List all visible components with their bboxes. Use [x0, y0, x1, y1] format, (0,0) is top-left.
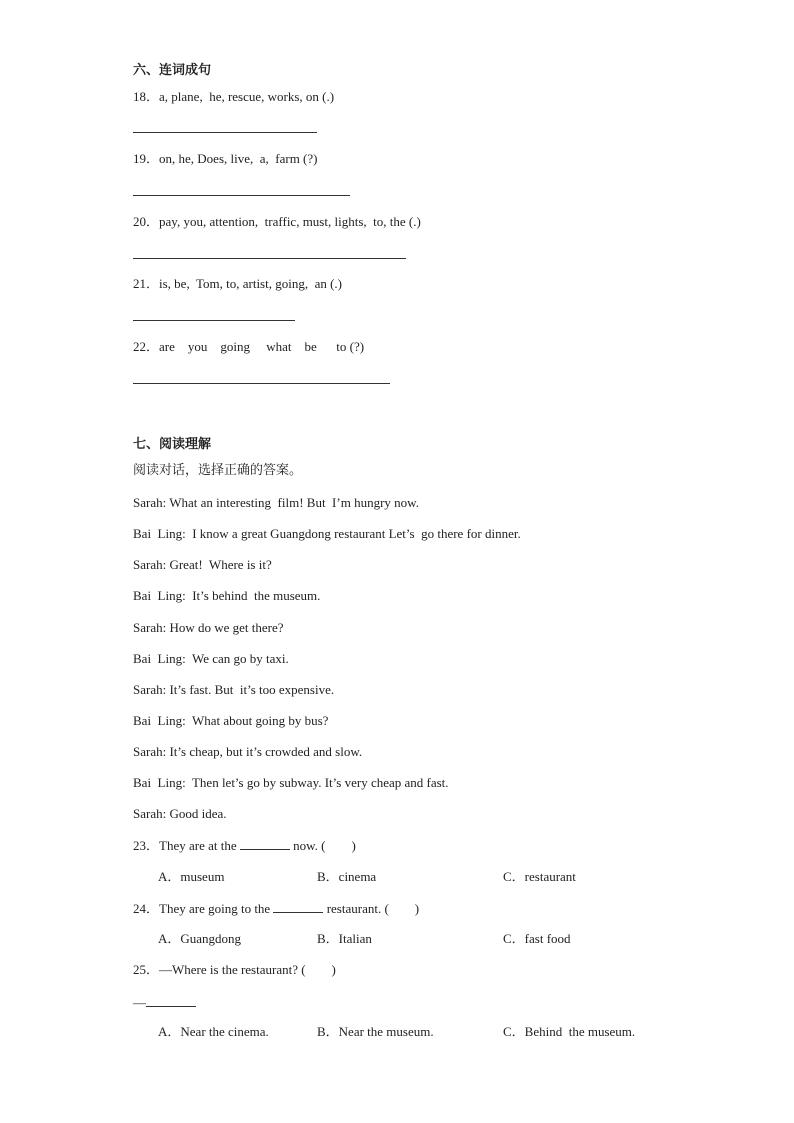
- option-b[interactable]: B．cinema: [317, 869, 377, 884]
- option-b[interactable]: B．Italian: [317, 931, 372, 946]
- dialogue-line: Bai Ling: I know a great Guangdong restaurant Let’s go there for dinner.: [133, 526, 521, 541]
- question-text-after: restaurant. ( ): [323, 901, 420, 916]
- dialogue-line: Bai Ling: What about going by bus?: [133, 713, 329, 728]
- dialogue-line: Bai Ling: It’s behind the museum.: [133, 588, 321, 603]
- section-7-title: 七、阅读理解: [133, 437, 212, 452]
- question-20: [133, 214, 421, 230]
- section-6-title: 六、连词成句: [133, 63, 212, 78]
- question-text: on, he, Does, live, a, farm (?): [159, 151, 318, 166]
- question-number: 19．: [133, 151, 160, 166]
- question-text: —Where is the restaurant? ( ): [159, 962, 336, 977]
- option-a[interactable]: A．museum: [158, 869, 225, 884]
- dialogue-line: Sarah: How do we get there?: [133, 620, 284, 635]
- question-text-after: now. ( ): [289, 838, 356, 853]
- question-text: is, be, Tom, to, artist, going, an (.): [159, 276, 343, 291]
- answer-line-22[interactable]: [133, 383, 390, 384]
- question-text: a, plane, he, rescue, works, on (.): [159, 89, 335, 104]
- option-a[interactable]: A．Guangdong: [158, 931, 242, 946]
- fill-blank[interactable]: [146, 994, 196, 1007]
- dialogue-line: Sarah: Good idea.: [133, 806, 227, 821]
- option-c[interactable]: C．fast food: [503, 931, 571, 946]
- dash: —: [133, 995, 146, 1010]
- question-19: [133, 151, 318, 167]
- question-number: 24．: [133, 901, 160, 916]
- dialogue-line: Sarah: It’s fast. But it’s too expensive.: [133, 682, 335, 697]
- question-number: 21．: [133, 276, 160, 291]
- option-c[interactable]: C．restaurant: [503, 869, 576, 884]
- question-21: [133, 276, 342, 292]
- dialogue-line: Sarah: It’s cheap, but it’s crowded and slow.: [133, 744, 363, 759]
- question-23: [133, 837, 356, 854]
- question-18: [133, 89, 334, 105]
- option-c[interactable]: C．Behind the museum.: [503, 1024, 636, 1039]
- question-25: [133, 962, 336, 978]
- dialogue-line: Sarah: What an interesting film! But I’m hungry now.: [133, 495, 419, 510]
- question-number: 20．: [133, 214, 160, 229]
- question-text: pay, you, attention, traffic, must, lights, to, the (.): [159, 214, 421, 229]
- question-22: [133, 339, 364, 355]
- answer-line-19[interactable]: [133, 195, 350, 196]
- question-24: [133, 900, 419, 917]
- answer-dash-line: [133, 994, 196, 1011]
- dialogue-line: Bai Ling: Then let’s go by subway. It’s very cheap and fast.: [133, 775, 449, 790]
- answer-line-20[interactable]: [133, 258, 406, 259]
- question-number: 18．: [133, 89, 160, 104]
- answer-line-21[interactable]: [133, 320, 295, 321]
- question-text-before: They are going to the: [159, 901, 274, 916]
- instruction: 阅读对话，选择正确的答案。: [133, 463, 303, 478]
- fill-blank[interactable]: [273, 900, 323, 913]
- question-text-before: They are at the: [159, 838, 240, 853]
- question-number: 23．: [133, 838, 160, 853]
- question-text: are you going what be to (?): [159, 339, 365, 354]
- dialogue-line: Bai Ling: We can go by taxi.: [133, 651, 289, 666]
- dialogue-line: Sarah: Great! Where is it?: [133, 557, 272, 572]
- option-b[interactable]: B．Near the museum.: [317, 1024, 434, 1039]
- answer-line-18[interactable]: [133, 132, 317, 133]
- option-a[interactable]: A．Near the cinema.: [158, 1024, 269, 1039]
- question-number: 25．: [133, 962, 160, 977]
- fill-blank[interactable]: [240, 837, 290, 850]
- question-number: 22．: [133, 339, 160, 354]
